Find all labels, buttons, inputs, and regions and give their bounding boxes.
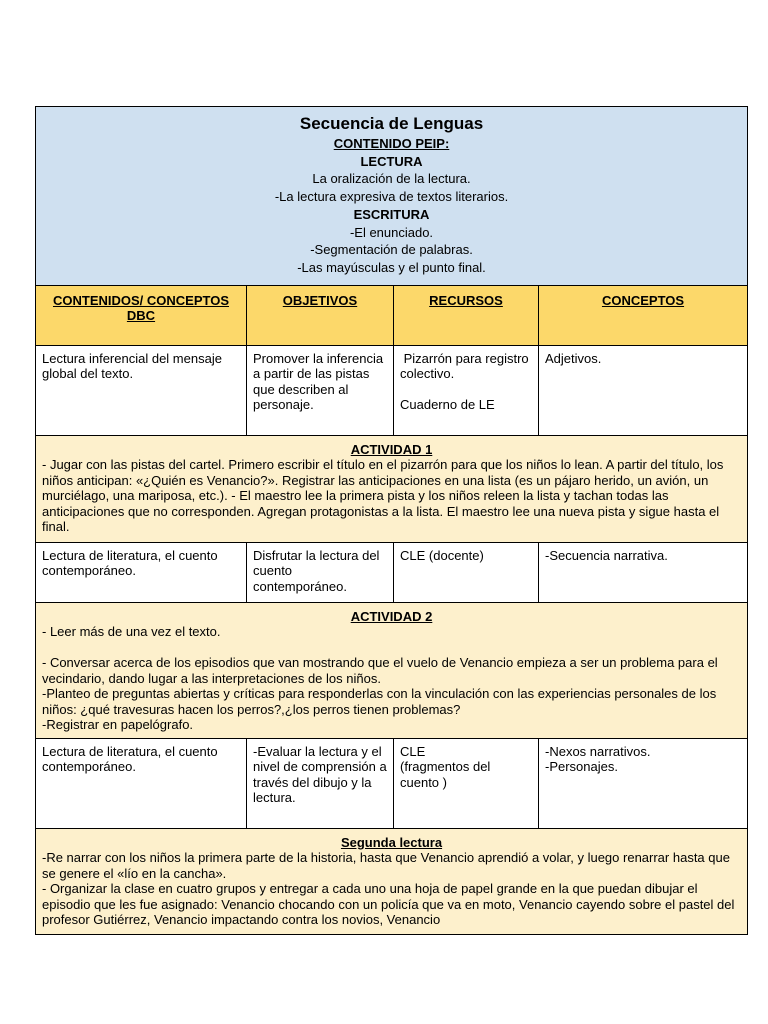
conceptos-cell: -Secuencia narrativa. (539, 542, 748, 602)
activity-row (36, 435, 748, 542)
table-row (36, 542, 748, 602)
lectura-item: La oralización de la lectura. (312, 171, 471, 187)
recursos-cell (394, 345, 539, 435)
table-row (36, 738, 748, 828)
actividad-1-title: ACTIVIDAD 1 (350, 441, 433, 457)
escritura-item: -Las mayúsculas y el punto final. (297, 259, 486, 275)
column-header-conceptos: CONCEPTOS (539, 285, 748, 345)
lectura-item: -La lectura expresiva de textos literarios. (274, 189, 509, 205)
activity-row (36, 602, 748, 738)
actividad-2-cell (36, 602, 748, 738)
escritura-heading: ESCRITURA (353, 206, 430, 222)
segunda-lectura-title: Segunda lectura (340, 834, 443, 850)
header-cell (36, 107, 748, 286)
actividad-2-title: ACTIVIDAD 2 (350, 608, 433, 624)
conceptos-item: -Nexos narrativos. (545, 743, 651, 759)
column-header-recursos: RECURSOS (394, 285, 539, 345)
actividad-1-cell (36, 435, 748, 542)
segunda-lectura-paragraph: -Re narrar con los niños la primera parte de la historia, hasta que Venancio aprendió a volar, y luego renarrar hasta que se genere el «lío en la cancha». (42, 850, 730, 881)
recursos-item: Cuaderno de LE (400, 397, 495, 413)
activity-row (36, 828, 748, 934)
escritura-item: -El enunciado. (349, 224, 434, 240)
conceptos-cell (539, 738, 748, 828)
recursos-item: Pizarrón para registro colectivo. (400, 350, 533, 382)
lectura-heading: LECTURA (360, 153, 423, 169)
actividad-2-paragraph: -Planteo de preguntas abiertas y críticas para responderlas con la vinculación con las experiencias personales de los niños: ¿qué travesuras hacen los perros?,¿los perros tienen problemas? (42, 686, 717, 717)
conceptos-cell: Adjetivos. (539, 345, 748, 435)
contenidos-cell: Lectura de literatura, el cuento contemporáneo. (36, 738, 247, 828)
document-title: Secuencia de Lenguas (299, 114, 484, 133)
column-header-objetivos: OBJETIVOS (247, 285, 394, 345)
actividad-2-paragraph: - Leer más de una vez el texto. (42, 624, 221, 640)
recursos-item: (fragmentos del cuento ) (400, 759, 491, 790)
actividad-1-text: - Jugar con las pistas del cartel. Primero escribir el título en el pizarrón para que los niños lo lean. A partir del título, los niños anticipan: «¿Quién es Venancio?». Registrar las anticipaciones en una lista (es un pájaro herido, un avión, un murciélago, una mariposa, etc.). - El maestro lee la primera pista y los niños releen la lista y tachan todas las anticipaciones que no corresponden. Agregan protagonistas a la lista. El maestro lee una nueva pista y sigue hasta el final. (42, 457, 724, 535)
actividad-2-paragraph: - Conversar acerca de los episodios que van mostrando que el vuelo de Venancio empieza a ser un problema para el vecindario, dando lugar a las interpretaciones de los niños. (42, 655, 718, 686)
lesson-table (35, 106, 748, 935)
recursos-cell: CLE (docente) (394, 542, 539, 602)
contenido-heading: CONTENIDO PEIP: (333, 136, 450, 151)
objetivos-cell: Disfrutar la lectura del cuento contemporáneo. (247, 542, 394, 602)
objetivos-cell: -Evaluar la lectura y el nivel de comprensión a través del dibujo y la lectura. (247, 738, 394, 828)
actividad-2-paragraph: -Registrar en papelógrafo. (42, 717, 194, 733)
conceptos-item: -Personajes. (545, 759, 618, 775)
segunda-lectura-cell (36, 828, 748, 934)
contenidos-cell: Lectura de literatura, el cuento contemporáneo. (36, 542, 247, 602)
column-header-contenidos: CONTENIDOS/ CONCEPTOS DBC (36, 285, 247, 345)
header-row (36, 107, 748, 286)
escritura-item: -Segmentación de palabras. (310, 242, 473, 258)
objetivos-cell: Promover la inferencia a partir de las pistas que describen al personaje. (247, 345, 394, 435)
contenidos-cell: Lectura inferencial del mensaje global del texto. (36, 345, 247, 435)
table-row (36, 345, 748, 435)
segunda-lectura-paragraph: - Organizar la clase en cuatro grupos y entregar a cada uno una hoja de papel grande en la que puedan dibujar el episodio que les fue asignado: Venancio chocando con un policía que va en moto, Venancio cayendo sobre el pastel del profesor Gutiérrez, Venancio impactando contra los novios, Venancio (42, 881, 735, 928)
column-header-row (36, 285, 748, 345)
recursos-cell (394, 738, 539, 828)
recursos-item: CLE (400, 743, 426, 759)
